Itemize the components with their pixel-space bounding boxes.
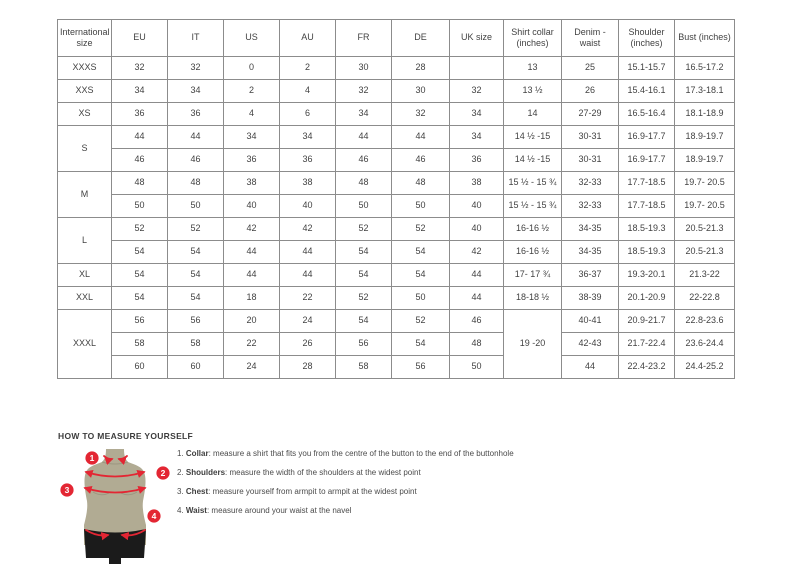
size-value-cell: 44 — [224, 241, 280, 264]
size-value-cell: 44 — [562, 356, 619, 379]
size-value-cell: 17.7-18.5 — [619, 195, 675, 218]
table-row — [58, 172, 735, 195]
measure-item-number: 2. — [177, 468, 184, 477]
size-value-cell: 48 — [392, 172, 450, 195]
size-value-cell: 54 — [112, 287, 168, 310]
size-label-cell: XS — [58, 103, 112, 126]
size-value-cell: 20.9-21.7 — [619, 310, 675, 333]
column-header: DE — [392, 20, 450, 57]
size-value-cell: 54 — [168, 264, 224, 287]
size-value-cell: 22 — [224, 333, 280, 356]
size-value-cell: 14 — [504, 103, 562, 126]
size-value-cell: 2 — [224, 80, 280, 103]
size-value-cell: 40 — [224, 195, 280, 218]
size-value-cell: 17.7-18.5 — [619, 172, 675, 195]
measure-item-waist — [177, 501, 514, 520]
size-value-cell: 44 — [450, 264, 504, 287]
table-row — [58, 195, 735, 218]
column-header: US — [224, 20, 280, 57]
measure-item-text: : measure yourself from armpit to armpit at the widest point — [208, 487, 417, 496]
size-value-cell: 32 — [336, 80, 392, 103]
size-value-cell: 56 — [112, 310, 168, 333]
size-value-cell: 48 — [168, 172, 224, 195]
size-value-cell — [450, 57, 504, 80]
figure-badge-2 — [156, 466, 169, 479]
size-value-cell: 44 — [336, 126, 392, 149]
size-value-cell: 19.7- 20.5 — [675, 172, 735, 195]
size-value-cell: 22-22.8 — [675, 287, 735, 310]
size-value-cell: 44 — [450, 287, 504, 310]
column-header: Bust (inches) — [675, 20, 735, 57]
size-value-cell: 34 — [336, 103, 392, 126]
size-value-cell: 42 — [224, 218, 280, 241]
size-value-cell: 54 — [168, 241, 224, 264]
column-header: EU — [112, 20, 168, 57]
size-label-cell: XXL — [58, 287, 112, 310]
table-row — [58, 241, 735, 264]
size-value-cell: 42 — [280, 218, 336, 241]
size-label-cell: M — [58, 172, 112, 218]
size-value-cell: 34-35 — [562, 218, 619, 241]
measure-item-text: : measure the width of the shoulders at the widest point — [225, 468, 421, 477]
table-row — [58, 126, 735, 149]
size-value-cell: 34 — [168, 80, 224, 103]
size-value-cell: 46 — [450, 310, 504, 333]
size-value-cell: 52 — [112, 218, 168, 241]
size-value-cell: 38 — [224, 172, 280, 195]
size-value-cell: 14 ½ -15 — [504, 126, 562, 149]
size-value-cell: 48 — [112, 172, 168, 195]
column-header: Shirt collar (inches) — [504, 20, 562, 57]
size-value-cell: 22.4-23.2 — [619, 356, 675, 379]
size-value-cell: 56 — [336, 333, 392, 356]
svg-text:3: 3 — [64, 485, 70, 495]
size-chart-body — [58, 57, 735, 379]
size-value-cell: 18.9-19.7 — [675, 149, 735, 172]
size-value-cell: 26 — [562, 80, 619, 103]
size-value-cell: 50 — [392, 195, 450, 218]
size-value-cell: 46 — [336, 149, 392, 172]
size-value-cell: 52 — [392, 218, 450, 241]
size-value-cell: 36 — [224, 149, 280, 172]
size-value-cell: 24 — [224, 356, 280, 379]
size-value-cell: 16.9-17.7 — [619, 149, 675, 172]
size-value-cell: 32 — [112, 57, 168, 80]
table-row — [58, 287, 735, 310]
size-chart-header — [58, 20, 735, 57]
size-value-cell: 26 — [280, 333, 336, 356]
size-value-cell: 44 — [168, 126, 224, 149]
size-value-cell: 20.5-21.3 — [675, 218, 735, 241]
size-value-cell: 34 — [450, 103, 504, 126]
size-value-cell: 44 — [224, 264, 280, 287]
svg-text:2: 2 — [160, 468, 166, 478]
size-value-cell: 13 ½ — [504, 80, 562, 103]
size-value-cell: 44 — [112, 126, 168, 149]
size-value-cell: 54 — [392, 264, 450, 287]
size-value-cell: 30 — [392, 80, 450, 103]
size-value-cell: 58 — [112, 333, 168, 356]
size-value-cell: 48 — [336, 172, 392, 195]
column-header: Denim - waist — [562, 20, 619, 57]
measure-item-chest — [177, 482, 514, 501]
size-value-cell: 16.5-17.2 — [675, 57, 735, 80]
size-value-cell: 18-18 ½ — [504, 287, 562, 310]
size-value-cell: 30-31 — [562, 126, 619, 149]
size-value-cell: 22.8-23.6 — [675, 310, 735, 333]
size-value-cell: 20.1-20.9 — [619, 287, 675, 310]
size-value-cell: 54 — [336, 264, 392, 287]
figure-badge-1 — [85, 451, 98, 464]
size-value-cell: 24.4-25.2 — [675, 356, 735, 379]
size-value-cell: 40 — [450, 195, 504, 218]
size-value-cell: 50 — [112, 195, 168, 218]
size-value-cell: 30 — [336, 57, 392, 80]
table-row — [58, 310, 735, 333]
size-value-cell: 21.7-22.4 — [619, 333, 675, 356]
size-value-cell: 46 — [392, 149, 450, 172]
size-value-cell: 19.3-20.1 — [619, 264, 675, 287]
measure-item-number: 1. — [177, 449, 184, 458]
size-value-cell: 34-35 — [562, 241, 619, 264]
size-value-cell: 15.1-15.7 — [619, 57, 675, 80]
size-value-cell: 36 — [168, 103, 224, 126]
measure-item-term: Waist — [185, 506, 207, 515]
size-value-cell: 38 — [450, 172, 504, 195]
figure-badge-3 — [60, 483, 73, 496]
size-value-cell: 16.5-16.4 — [619, 103, 675, 126]
column-header: UK size — [450, 20, 504, 57]
size-value-cell: 32 — [450, 80, 504, 103]
size-value-cell: 50 — [336, 195, 392, 218]
size-label-cell: XXS — [58, 80, 112, 103]
size-value-cell: 60 — [112, 356, 168, 379]
size-value-cell: 19 -20 — [504, 310, 562, 379]
size-value-cell: 54 — [336, 310, 392, 333]
size-value-cell: 14 ½ -15 — [504, 149, 562, 172]
size-value-cell: 52 — [168, 218, 224, 241]
size-value-cell: 50 — [168, 195, 224, 218]
measure-item-text: : measure a shirt that fits you from the centre of the button to the end of the buttonhole — [208, 449, 514, 458]
measure-item-term: Collar — [185, 449, 209, 458]
svg-text:1: 1 — [89, 453, 95, 463]
size-value-cell: 32-33 — [562, 195, 619, 218]
size-value-cell: 17.3-18.1 — [675, 80, 735, 103]
size-value-cell: 36 — [450, 149, 504, 172]
size-value-cell: 52 — [392, 310, 450, 333]
size-value-cell: 18.9-19.7 — [675, 126, 735, 149]
column-header: International size — [58, 20, 112, 57]
size-value-cell: 58 — [168, 333, 224, 356]
size-value-cell: 34 — [450, 126, 504, 149]
size-value-cell: 22 — [280, 287, 336, 310]
column-header: IT — [168, 20, 224, 57]
table-row — [58, 57, 735, 80]
size-value-cell: 60 — [168, 356, 224, 379]
size-value-cell: 44 — [280, 241, 336, 264]
size-value-cell: 42 — [450, 241, 504, 264]
measure-item-number: 3. — [177, 487, 184, 496]
size-value-cell: 6 — [280, 103, 336, 126]
size-value-cell: 20.5-21.3 — [675, 241, 735, 264]
size-value-cell: 50 — [450, 356, 504, 379]
size-value-cell: 56 — [168, 310, 224, 333]
size-label-cell: XXXS — [58, 57, 112, 80]
size-value-cell: 54 — [336, 241, 392, 264]
size-value-cell: 54 — [112, 264, 168, 287]
svg-text:4: 4 — [151, 511, 157, 521]
size-value-cell: 18.1-18.9 — [675, 103, 735, 126]
size-value-cell: 24 — [280, 310, 336, 333]
size-value-cell: 38 — [280, 172, 336, 195]
table-row — [58, 149, 735, 172]
size-value-cell: 44 — [280, 264, 336, 287]
size-value-cell: 25 — [562, 57, 619, 80]
size-value-cell: 40-41 — [562, 310, 619, 333]
size-value-cell: 28 — [280, 356, 336, 379]
size-value-cell: 19.7- 20.5 — [675, 195, 735, 218]
size-value-cell: 34 — [224, 126, 280, 149]
size-value-cell: 16-16 ½ — [504, 241, 562, 264]
size-value-cell: 27-29 — [562, 103, 619, 126]
size-value-cell: 20 — [224, 310, 280, 333]
size-value-cell: 40 — [280, 195, 336, 218]
size-value-cell: 42-43 — [562, 333, 619, 356]
size-value-cell: 44 — [392, 126, 450, 149]
size-value-cell: 13 — [504, 57, 562, 80]
size-value-cell: 30-31 — [562, 149, 619, 172]
size-value-cell: 48 — [450, 333, 504, 356]
size-value-cell: 15 ½ - 15 ¾ — [504, 172, 562, 195]
table-row — [58, 80, 735, 103]
measure-item-collar — [177, 444, 514, 463]
table-row — [58, 333, 735, 356]
size-value-cell: 58 — [336, 356, 392, 379]
size-value-cell: 50 — [392, 287, 450, 310]
size-value-cell: 18.5-19.3 — [619, 241, 675, 264]
size-value-cell: 15.4-16.1 — [619, 80, 675, 103]
size-chart-table — [57, 19, 735, 379]
size-value-cell: 15 ½ - 15 ¾ — [504, 195, 562, 218]
size-value-cell: 56 — [392, 356, 450, 379]
size-value-cell: 32 — [392, 103, 450, 126]
column-header: FR — [336, 20, 392, 57]
measure-heading: HOW TO MEASURE YOURSELF — [58, 431, 194, 441]
size-value-cell: 32 — [168, 57, 224, 80]
size-value-cell: 52 — [336, 218, 392, 241]
size-value-cell: 34 — [280, 126, 336, 149]
measure-item-number: 4. — [177, 506, 184, 515]
size-label-cell: S — [58, 126, 112, 172]
size-value-cell: 2 — [280, 57, 336, 80]
measure-item-term: Shoulders — [185, 468, 226, 477]
size-label-cell: XXXL — [58, 310, 112, 379]
measure-item-shoulders — [177, 463, 514, 482]
size-value-cell: 23.6-24.4 — [675, 333, 735, 356]
size-value-cell: 32-33 — [562, 172, 619, 195]
column-header: Shoulder (inches) — [619, 20, 675, 57]
size-value-cell: 46 — [112, 149, 168, 172]
size-value-cell: 46 — [168, 149, 224, 172]
size-value-cell: 54 — [168, 287, 224, 310]
size-value-cell: 28 — [392, 57, 450, 80]
size-value-cell: 4 — [224, 103, 280, 126]
size-value-cell: 18 — [224, 287, 280, 310]
measure-item-text: : measure around your waist at the navel — [206, 506, 352, 515]
size-label-cell: XL — [58, 264, 112, 287]
table-row — [58, 264, 735, 287]
measurement-figure-illustration — [57, 445, 175, 569]
size-value-cell: 52 — [336, 287, 392, 310]
size-value-cell: 18.5-19.3 — [619, 218, 675, 241]
size-value-cell: 0 — [224, 57, 280, 80]
column-header: AU — [280, 20, 336, 57]
figure-badge-4 — [147, 509, 160, 522]
size-value-cell: 21.3-22 — [675, 264, 735, 287]
size-value-cell: 36 — [280, 149, 336, 172]
table-row — [58, 218, 735, 241]
table-row — [58, 356, 735, 379]
size-value-cell: 54 — [392, 333, 450, 356]
size-value-cell: 36-37 — [562, 264, 619, 287]
size-value-cell: 36 — [112, 103, 168, 126]
size-value-cell: 16.9-17.7 — [619, 126, 675, 149]
size-value-cell: 54 — [112, 241, 168, 264]
size-value-cell: 16-16 ½ — [504, 218, 562, 241]
measure-item-term: Chest — [185, 487, 209, 496]
table-row — [58, 103, 735, 126]
size-value-cell: 54 — [392, 241, 450, 264]
size-value-cell: 34 — [112, 80, 168, 103]
size-value-cell: 38-39 — [562, 287, 619, 310]
size-value-cell: 40 — [450, 218, 504, 241]
size-value-cell: 17- 17 ¾ — [504, 264, 562, 287]
size-label-cell: L — [58, 218, 112, 264]
measure-instructions-list — [177, 444, 514, 520]
size-value-cell: 4 — [280, 80, 336, 103]
